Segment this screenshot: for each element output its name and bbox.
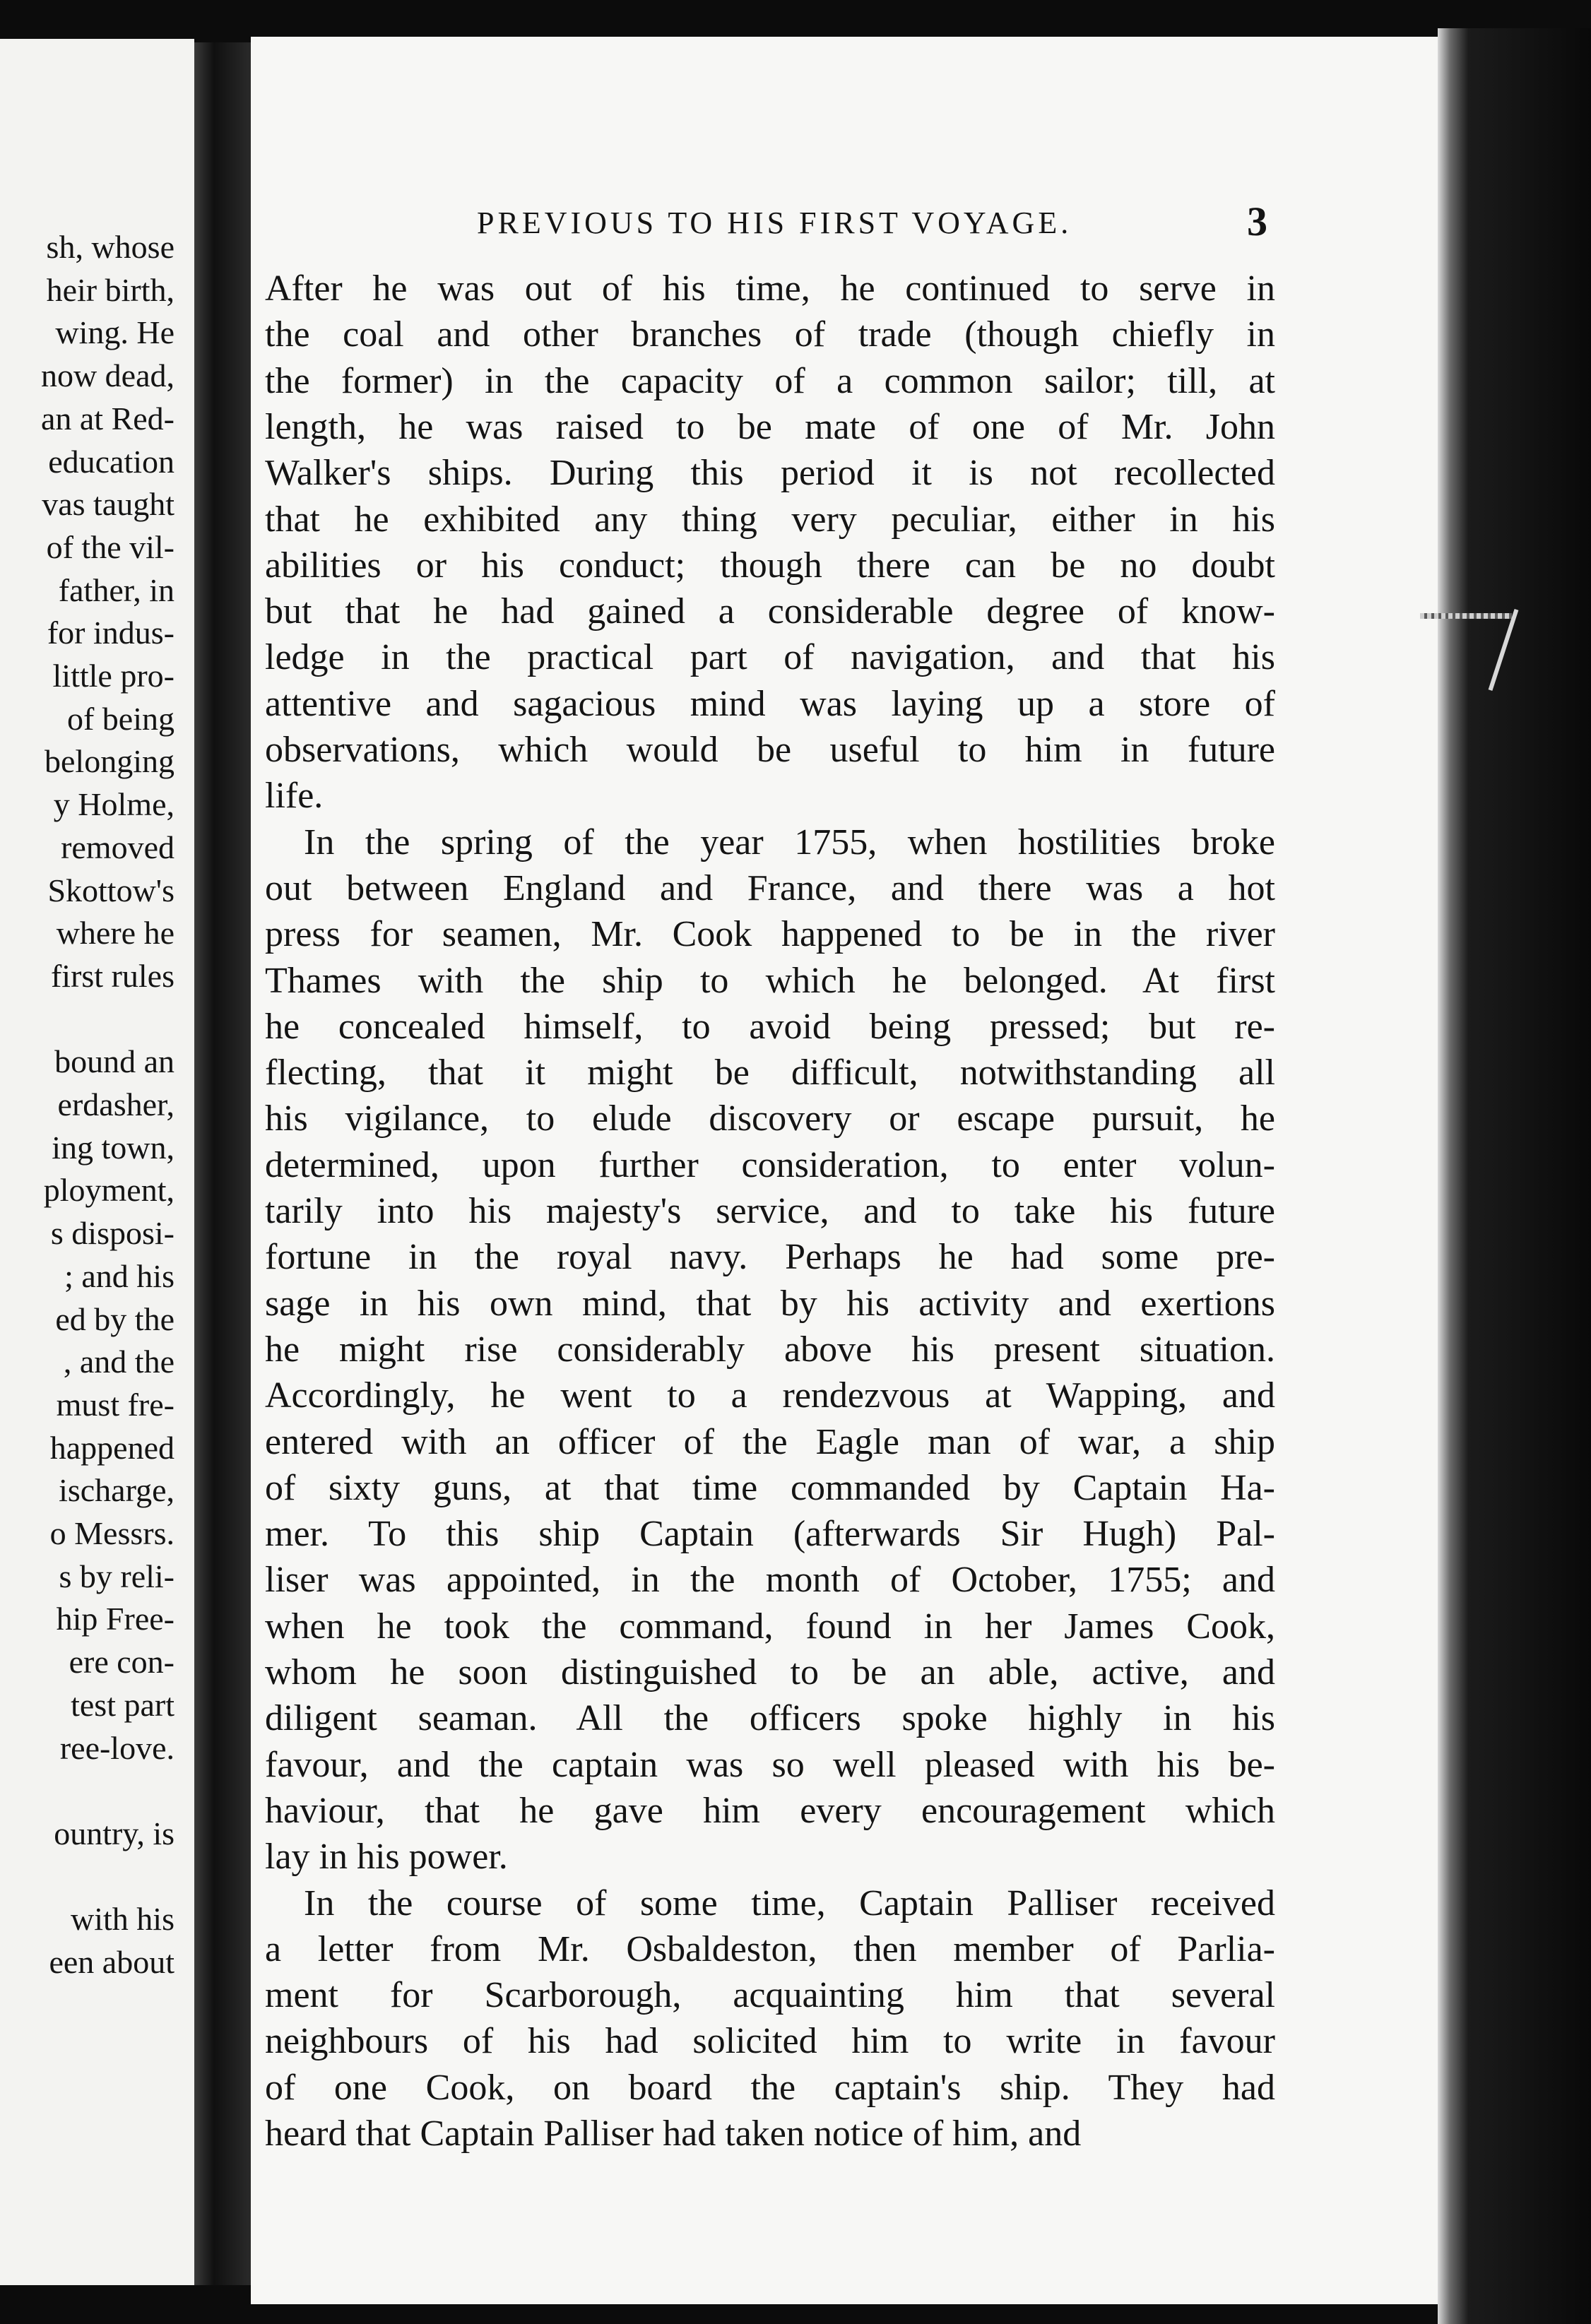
facing-page-line: heir birth, (46, 271, 175, 308)
facing-page-line: s disposi- (50, 1215, 175, 1252)
body-line: neighbours of his had solicited him to write in favour (265, 2021, 1275, 2062)
body-line: fortune in the royal navy. Perhaps he had some pre- (265, 1237, 1275, 1278)
facing-page-line: s by reli- (59, 1558, 175, 1594)
facing-page-line: education (48, 443, 175, 480)
facing-page-line: erdasher, (57, 1086, 175, 1122)
facing-page-line: , and the (63, 1344, 175, 1380)
body-line: In the course of some time, Captain Palliser received (304, 1883, 1275, 1923)
body-line: In the spring of the year 1755, when hostilities broke (304, 822, 1275, 862)
edge-mark (1420, 613, 1512, 619)
body-line: length, he was raised to be mate of one of Mr. John (265, 406, 1275, 447)
facing-page-line: ing town, (52, 1129, 175, 1166)
body-line: of one Cook, on board the captain's ship. They had (265, 2067, 1275, 2108)
facing-page-line: for indus- (47, 615, 175, 651)
page-number: 3 (1247, 198, 1267, 244)
body-line: Accordingly, he went to a rendezvous at Wapping, and (265, 1375, 1275, 1416)
running-head: PREVIOUS TO HIS FIRST VOYAGE. (477, 206, 1072, 240)
body-line: he concealed himself, to avoid being pressed; but re- (265, 1006, 1275, 1047)
body-line: the former) in the capacity of a common sailor; till, at (265, 360, 1275, 401)
body-line: favour, and the captain was so well pleased with his be- (265, 1744, 1275, 1785)
facing-page-line: ployment, (43, 1172, 175, 1209)
facing-page-line: vas taught (42, 486, 175, 523)
facing-page-line: must fre- (56, 1386, 175, 1423)
body-line: life. (265, 776, 324, 817)
body-line: press for seamen, Mr. Cook happened to be in the river (265, 914, 1275, 955)
book-gutter (194, 42, 251, 2285)
facing-page-line: an at Red- (40, 400, 175, 437)
body-line: haviour, that he gave him every encouragement which (265, 1790, 1275, 1831)
facing-page-line: first rules (50, 957, 175, 994)
body-line: abilities or his conduct; though there can be no doubt (265, 545, 1275, 586)
body-line: determined, upon further consideration, to enter volun- (265, 1144, 1275, 1185)
body-line: After he was out of his time, he continued to serve in (265, 268, 1275, 309)
facing-page-line: ; and his (64, 1257, 175, 1294)
facing-page-line: belonging (45, 743, 175, 780)
facing-page-line: ountry, is (54, 1815, 175, 1851)
facing-page-line: father, in (58, 571, 175, 608)
facing-page-line: with his (71, 1901, 175, 1938)
facing-page-line: happened (49, 1429, 175, 1466)
facing-page-line: test part (71, 1686, 175, 1723)
body-line: his vigilance, to elude discovery or escape pursuit, he (265, 1098, 1275, 1139)
body-line: ment for Scarborough, acquainting him that several (265, 1975, 1275, 2016)
body-line: the coal and other branches of trade (though chiefly in (265, 314, 1275, 355)
body-line: Thames with the ship to which he belonged. At first (265, 960, 1275, 1001)
body-line: that he exhibited any thing very peculiar, either in his (265, 499, 1275, 540)
facing-page-line: of being (66, 700, 175, 737)
facing-page-line: where he (56, 915, 175, 951)
body-line: diligent seaman. All the officers spoke highly in his (265, 1698, 1275, 1739)
facing-page-line: hip Free- (56, 1601, 175, 1637)
page-edge (1438, 28, 1591, 2324)
body-line: entered with an officer of the Eagle man of war, a ship (265, 1421, 1275, 1462)
body-line: liser was appointed, in the month of October, 1755; and (265, 1560, 1275, 1601)
body-line: ledge in the practical part of navigation, and that his (265, 637, 1275, 678)
facing-page-line: of the vil- (46, 528, 175, 565)
facing-page-line: ree-love. (59, 1729, 175, 1766)
body-line: out between England and France, and there was a hot (265, 867, 1275, 908)
facing-page-line: ere con- (69, 1644, 175, 1680)
facing-page-line: ischarge, (59, 1472, 175, 1509)
body-line: mer. To this ship Captain (afterwards Sir Hugh) Pal- (265, 1514, 1275, 1555)
body-line: he might rise considerably above his present situation. (265, 1329, 1275, 1370)
facing-page-line: now dead, (40, 357, 175, 394)
body-line: a letter from Mr. Osbaldeston, then member of Parlia- (265, 1928, 1275, 1969)
facing-page-line: een about (49, 1944, 175, 1980)
facing-page-line: o Messrs. (49, 1515, 175, 1551)
body-line: observations, which would be useful to him in future (265, 730, 1275, 770)
facing-page-line: bound an (54, 1043, 175, 1080)
body-line: Walker's ships. During this period it is not recollected (265, 453, 1275, 494)
facing-page-line: y Holme, (53, 786, 175, 823)
facing-page-line: wing. He (55, 314, 175, 351)
body-line: flecting, that it might be difficult, notwithstanding all (265, 1053, 1275, 1093)
body-line: but that he had gained a considerable degree of know- (265, 591, 1275, 632)
facing-page-line: Skottow's (47, 872, 175, 908)
body-line: heard that Captain Palliser had taken notice of him, and (265, 2113, 1082, 2154)
body-line: whom he soon distinguished to be an able, active, and (265, 1652, 1275, 1692)
body-line: tarily into his majesty's service, and to take his future (265, 1191, 1275, 1231)
body-line: of sixty guns, at that time commanded by Captain Ha- (265, 1467, 1275, 1508)
facing-page-line: removed (61, 829, 175, 865)
facing-page (0, 39, 194, 2285)
body-line: sage in his own mind, that by his activity and exertions (265, 1283, 1275, 1324)
facing-page-line: sh, whose (46, 229, 175, 265)
body-line: lay in his power. (265, 1837, 508, 1878)
facing-page-line: little pro- (52, 658, 175, 694)
facing-page-line: ed by the (55, 1300, 175, 1337)
body-line: attentive and sagacious mind was laying up a store of (265, 683, 1275, 724)
body-line: when he took the command, found in her James Cook, (265, 1606, 1275, 1647)
